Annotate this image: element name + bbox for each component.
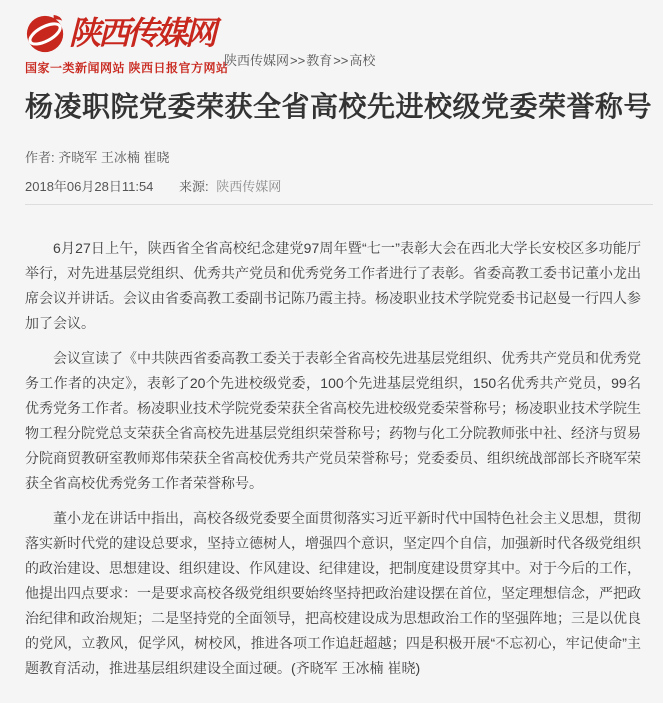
source-label: 来源: [179, 179, 209, 194]
article-paragraph: 会议宣读了《中共陕西省委高教工委关于表彰全省高校先进基层党组织、优秀共产党员和优秀党务工作者的决定》，表彰了20个先进校级党委，100个先进基层党组织，150名优秀共产党员，99名优秀党务工作者。杨凌职业技术学院党委荣获全省高校先进校级党委荣誉称号；杨凌职业技术学院生物工程分院党总支荣获全省高校先进基层党组织荣誉称号；药物与化工分院教师张中社、经济与贸易分院商贸教研室教师郑伟荣获全省高校优秀共产党员荣誉称号；党委委员、组织统战部部长齐晓军荣获全省高校优秀党务工作者荣誉称号。 [25, 350, 641, 491]
article-paragraph: 董小龙在讲话中指出，高校各级党委要全面贯彻落实习近平新时代中国特色社会主义思想，贯彻落实新时代党的建设总要求，坚持立德树人，增强四个意识，坚定四个自信，加强新时代各级党组织的政治建设、思想建设、组织建设、作风建设、纪律建设，把制度建设贯穿其中。对于今后的工作，他提出四点要求：一是要求高校各级党组织要始终坚持把政治建设摆在首位，坚定理想信念，严把政治纪律和政治规矩；二是坚持党的全面领导，把高校建设成为思想政治工作的坚强阵地；三是以优良的党风，立教风，促学风，树校风，推进各项工作追赶超越；四是积极开展“不忘初心，牢记使命”主题教育活动，推进基层组织建设全面过硬。(齐晓军 王冰楠 崔晓) [25, 510, 641, 676]
breadcrumb-item-education[interactable]: 教育 [306, 53, 333, 68]
site-logo-text: 陕西传媒网 [69, 15, 215, 51]
globe-icon [25, 12, 67, 54]
source-name: 陕西传媒网 [216, 179, 282, 194]
breadcrumb-separator: >> [290, 53, 306, 68]
article-date-line [25, 176, 281, 195]
article-paragraph: 6月27日上午，陕西省全省高校纪念建党97周年暨“七一”表彰大会在西北大学长安校区多功能厅举行，对先进基层党组织、优秀共产党员和优秀党务工作者进行了表彰。省委高教工委书记董小龙出席会议并讲话。会议由省委高教工委副书记陈乃霞主持。杨凌职业技术学院党委书记赵曼一行四人参加了会议。 [25, 240, 641, 331]
header-divider [25, 204, 653, 205]
article-title: 杨凌职院党委荣获全省高校先进校级党委荣誉称号 [25, 91, 653, 122]
author-names: 齐晓军 王冰楠 崔晓 [58, 150, 170, 165]
publish-time: 2018年06月28日11:54 [25, 179, 154, 194]
author-label: 作者: [25, 150, 55, 165]
breadcrumb [224, 50, 375, 69]
article-author-line [25, 147, 169, 166]
breadcrumb-item-colleges[interactable]: 高校 [349, 53, 376, 68]
breadcrumb-item-home[interactable]: 陕西传媒网 [224, 53, 290, 68]
site-tagline: 国家一类新闻网站 陕西日报官方网站 [25, 61, 229, 75]
article-body [25, 236, 641, 691]
site-logo[interactable] [25, 12, 240, 76]
breadcrumb-separator: >> [333, 53, 349, 68]
